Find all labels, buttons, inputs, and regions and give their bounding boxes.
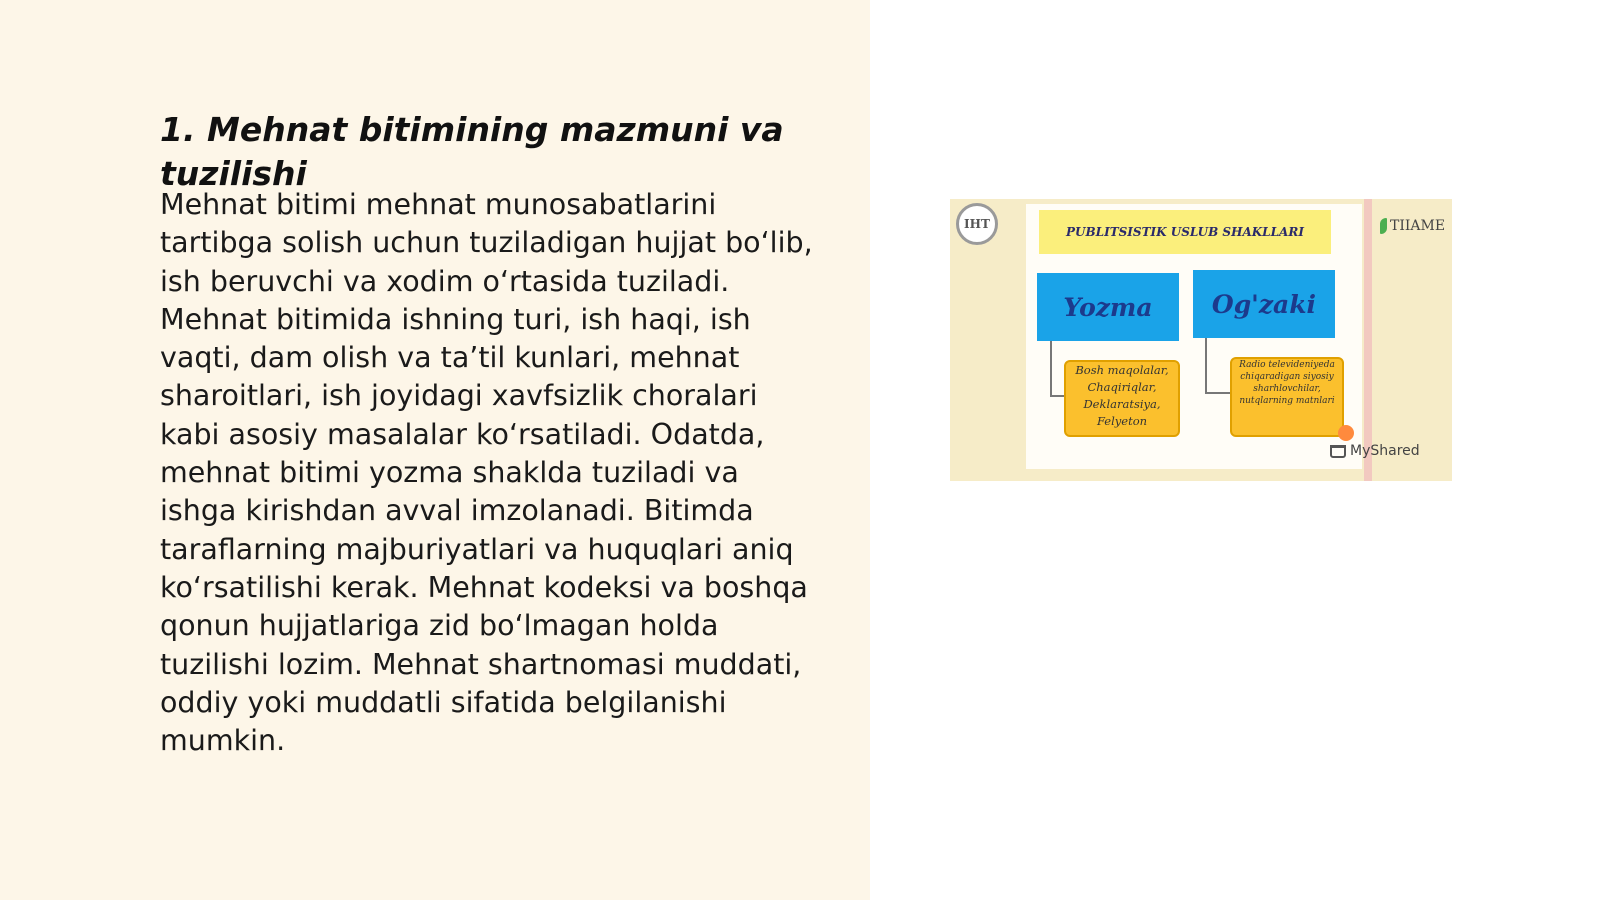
slide-body: Mehnat bitimi mehnat munosabatlarini tartibga solish uchun tuziladigan hujjat bo‘lib, ish beruvchi va xodim o‘rtasida tuziladi. Mehnat bitimida ishning turi, ish haqi, ish vaqti, dam olish va ta’til kunlari, mehnat sharoitlari, ish joyidagi xavfsizlik choralari kabi asosiy masalalar ko‘rsatiladi. Odatda, mehnat bitimi yozma shaklda tuziladi va ishga kirishdan avval imzolanadi. Bitimda taraflarning majburiyatlari va huquqlari aniq ko‘rsatilishi kerak. Mehnat kodeksi va boshqa qonun hujjatlariga zid bo‘lmagan holda tuzilishi lozim. Mehnat shartnomasi muddati, oddiy yoki muddatli sifatida belgilanishi mumkin. bbox=[160, 188, 813, 758]
connector-left-horizontal bbox=[1050, 395, 1064, 397]
cart-icon bbox=[1330, 445, 1346, 458]
box-yozma: Yozma bbox=[1037, 273, 1179, 341]
watermark bbox=[1330, 443, 1420, 459]
connector-right-vertical bbox=[1205, 338, 1207, 394]
connector-left-vertical bbox=[1050, 341, 1052, 397]
connector-right-horizontal bbox=[1205, 392, 1230, 394]
embedded-diagram-image bbox=[950, 199, 1452, 481]
brand-label bbox=[1380, 218, 1445, 234]
brand-text: TIIAME bbox=[1390, 218, 1446, 234]
slide-title: 1. Mehnat bitimining mazmuni va tuzilishi bbox=[160, 110, 784, 193]
diagram-header: PUBLITSISTIK USLUB SHAKLLARI bbox=[1039, 210, 1331, 254]
diagram-side-bar bbox=[1364, 199, 1372, 481]
watermark-text: MyShared bbox=[1350, 443, 1420, 459]
box-ogzaki: Og'zaki bbox=[1193, 270, 1335, 338]
written-forms-box: Bosh maqolalar, Chaqiriqlar, Deklaratsiya, Felyeton bbox=[1064, 360, 1180, 437]
orange-dot bbox=[1338, 425, 1354, 441]
leaf-icon bbox=[1380, 218, 1387, 234]
oral-forms-box: Radio televideniyeda chiqaradigan siyosiy sharhlovchilar, nutqlarning matnlari bbox=[1230, 357, 1344, 437]
institute-logo-icon: IHT bbox=[956, 203, 998, 245]
